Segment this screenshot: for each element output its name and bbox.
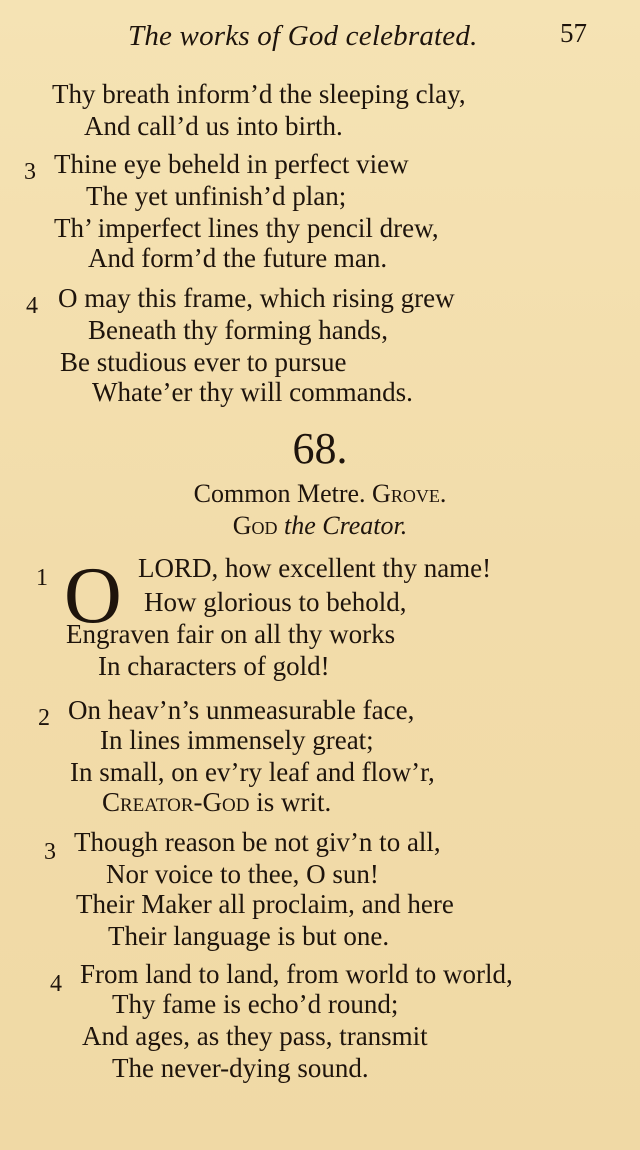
stanza-number: 4	[26, 293, 38, 319]
drop-cap: O	[64, 552, 122, 640]
verse-line: Thine eye beheld in perfect view	[54, 149, 409, 179]
tune-name: Grove.	[372, 479, 447, 508]
verse-line	[102, 786, 331, 818]
verse-line: Their language is but one.	[108, 921, 390, 951]
running-title: The works of God celebrated.	[128, 20, 478, 52]
verse-line: The never-dying sound.	[112, 1053, 369, 1083]
verse-line-rest: is writ.	[256, 787, 332, 817]
verse-line: Engraven fair on all thy works	[66, 619, 396, 649]
verse-line: In characters of gold!	[98, 651, 330, 681]
stanza-number: 1	[36, 565, 48, 591]
subject-rest: the Creator.	[284, 511, 408, 540]
stanza-number: 3	[24, 159, 36, 185]
page-header	[0, 18, 640, 58]
meter: Common Metre.	[193, 479, 366, 508]
stanza-number: 4	[50, 971, 62, 997]
page-number: 57	[560, 18, 587, 48]
hymn-subject	[0, 510, 640, 542]
verse-line: Thy breath inform’d the sleeping clay,	[52, 79, 466, 109]
verse-line: Beneath thy forming hands,	[88, 315, 388, 345]
verse-line: Whate’er thy will commands.	[92, 377, 413, 407]
subject-name: God	[232, 511, 278, 540]
hymn-number: 68.	[292, 424, 348, 473]
verse-line: Their Maker all proclaim, and here	[76, 889, 454, 919]
verse-line: From land to land, from world to world,	[80, 959, 513, 989]
verse-line: O may this frame, which rising grew	[58, 283, 455, 313]
verse-line: Thy fame is echo’d round;	[112, 989, 399, 1019]
verse-line: Be studious ever to pursue	[60, 347, 347, 377]
verse-line: And call’d us into birth.	[84, 111, 343, 141]
verse-line: Th’ imperfect lines thy pencil drew,	[54, 213, 439, 243]
verse-line: How glorious to behold,	[144, 587, 407, 617]
verse-line: Nor voice to thee, O sun!	[106, 859, 379, 889]
verse-line: LORD, how excellent thy name!	[138, 553, 492, 583]
verse-line: On heav’n’s unmeasurable face,	[68, 695, 415, 725]
verse-line: And form’d the future man.	[88, 243, 388, 273]
stanza-number: 2	[38, 705, 50, 731]
stanza-number: 3	[44, 839, 56, 865]
verse-line: The yet unfinish’d plan;	[86, 181, 347, 211]
hymn-meter-line	[0, 478, 640, 510]
verse-line: In small, on ev’ry leaf and flow’r,	[70, 757, 435, 787]
verse-line: In lines immensely great;	[100, 725, 374, 755]
verse-line: Though reason be not giv’n to all,	[74, 827, 441, 857]
verse-line: And ages, as they pass, transmit	[82, 1021, 428, 1051]
creator-god: Creator-God	[102, 787, 250, 817]
